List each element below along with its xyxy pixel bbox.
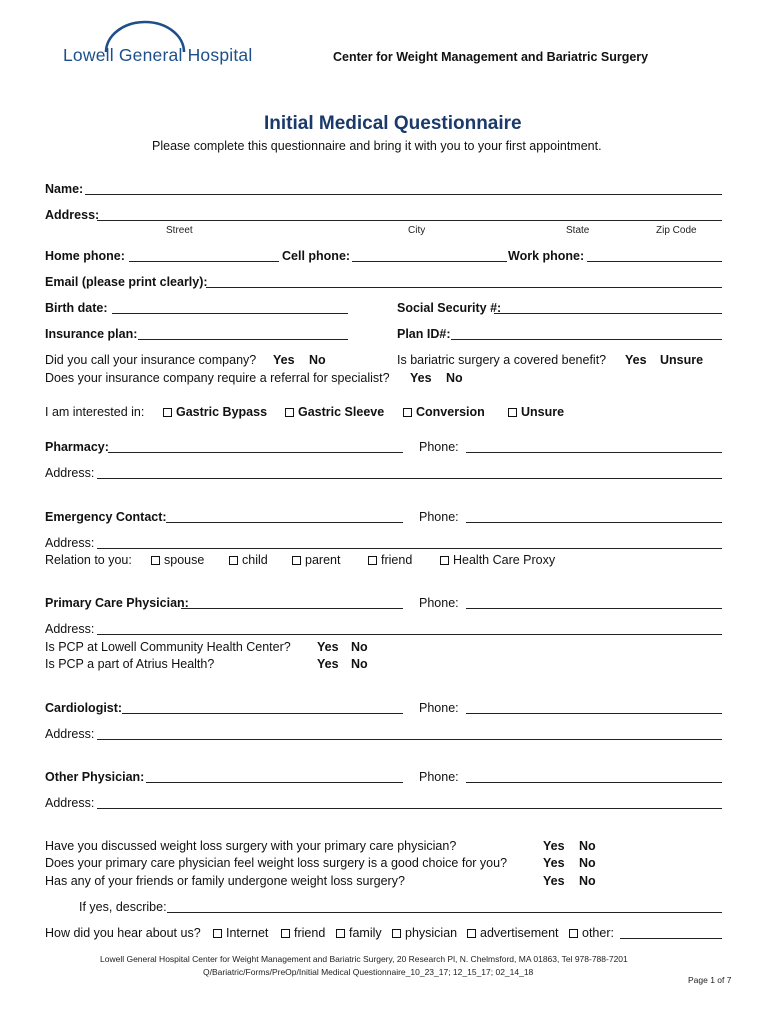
checkbox-icon[interactable] <box>292 556 301 565</box>
pcp-phone-label: Phone: <box>419 596 459 610</box>
heard-label: How did you hear about us? <box>45 926 201 940</box>
other-address-label: Address: <box>45 796 95 810</box>
pcp-lchc-no[interactable]: No <box>351 640 368 654</box>
cardiologist-label: Cardiologist: <box>45 701 123 715</box>
center-name: Center for Weight Management and Bariatric Surgery <box>333 50 649 64</box>
interest-unsure[interactable]: Unsure <box>508 404 564 420</box>
cardiologist-phone-field[interactable] <box>466 713 722 714</box>
surgery-q2-no[interactable]: No <box>579 856 596 870</box>
interest-gastric-bypass[interactable]: Gastric Bypass <box>163 404 267 420</box>
page-subtitle: Please complete this questionnaire and bring it with you to your first appointment. <box>152 139 602 153</box>
checkbox-icon[interactable] <box>368 556 377 565</box>
checkbox-icon[interactable] <box>213 929 222 938</box>
plan-id-label: Plan ID#: <box>397 327 451 341</box>
cardiologist-field[interactable] <box>122 713 403 714</box>
other-physician-label: Other Physician: <box>45 770 145 784</box>
address-city-hint: City <box>408 225 426 236</box>
insurance-plan-label: Insurance plan: <box>45 327 138 341</box>
checkbox-icon[interactable] <box>285 408 294 417</box>
referral-no[interactable]: No <box>446 371 463 385</box>
page-title: Initial Medical Questionnaire <box>264 113 522 134</box>
plan-id-field[interactable] <box>451 339 722 340</box>
work-phone-label: Work phone: <box>508 249 585 263</box>
surgery-q1-no[interactable]: No <box>579 839 596 853</box>
cardiologist-address-label: Address: <box>45 727 95 741</box>
surgery-q1-yes[interactable]: Yes <box>543 839 565 853</box>
other-physician-field[interactable] <box>146 782 403 783</box>
emergency-phone-field[interactable] <box>466 522 722 523</box>
email-label: Email (please print clearly): <box>45 275 208 289</box>
emergency-phone-label: Phone: <box>419 510 459 524</box>
covered-benefit-unsure[interactable]: Unsure <box>660 353 704 367</box>
checkbox-icon[interactable] <box>392 929 401 938</box>
heard-physician[interactable]: physician <box>392 925 457 941</box>
surgery-question-2: Does your primary care physician feel weight loss surgery is a good choice for you? <box>45 856 508 870</box>
birth-date-label: Birth date: <box>45 301 108 315</box>
relation-friend[interactable]: friend <box>368 552 412 568</box>
emergency-address-label: Address: <box>45 536 95 550</box>
cardiologist-phone-label: Phone: <box>419 701 459 715</box>
describe-label: If yes, describe: <box>79 900 167 914</box>
ssn-field[interactable] <box>494 313 722 314</box>
pcp-label: Primary Care Physician: <box>45 596 189 610</box>
name-label: Name: <box>45 182 84 196</box>
address-field[interactable] <box>97 220 722 221</box>
interest-label: I am interested in: <box>45 405 145 419</box>
page-number: Page 1 of 7 <box>688 975 732 985</box>
covered-benefit-yes[interactable]: Yes <box>625 353 647 367</box>
checkbox-icon[interactable] <box>151 556 160 565</box>
logo-text: Lowell General Hospital <box>63 45 253 65</box>
heard-friend[interactable]: friend <box>281 925 325 941</box>
address-state-hint: State <box>566 225 590 236</box>
checkbox-icon[interactable] <box>467 929 476 938</box>
relation-child[interactable]: child <box>229 552 268 568</box>
work-phone-field[interactable] <box>587 261 722 262</box>
relation-health-care-proxy[interactable]: Health Care Proxy <box>440 552 555 568</box>
referral-yes[interactable]: Yes <box>410 371 432 385</box>
checkbox-icon[interactable] <box>569 929 578 938</box>
home-phone-label: Home phone: <box>45 249 125 263</box>
emergency-contact-field[interactable] <box>166 522 403 523</box>
pcp-address-label: Address: <box>45 622 95 636</box>
relation-parent[interactable]: parent <box>292 552 340 568</box>
pharmacy-address-field[interactable] <box>97 478 722 479</box>
insurance-called-question: Did you call your insurance company? <box>45 353 257 367</box>
pharmacy-phone-label: Phone: <box>419 440 459 454</box>
pcp-lchc-yes[interactable]: Yes <box>317 640 339 654</box>
home-phone-field[interactable] <box>129 261 279 262</box>
pcp-atrius-no[interactable]: No <box>351 657 368 671</box>
heard-internet[interactable]: Internet <box>213 925 268 941</box>
checkbox-icon[interactable] <box>440 556 449 565</box>
checkbox-icon[interactable] <box>336 929 345 938</box>
footer-form-id: Q/Bariatric/Forms/PreOp/Initial Medical Questionnaire_10_23_17; 12_15_17; 02_14_18 <box>203 967 534 977</box>
pharmacy-phone-field[interactable] <box>466 452 722 453</box>
checkbox-icon[interactable] <box>281 929 290 938</box>
pcp-lchc-question: Is PCP at Lowell Community Health Center? <box>45 640 291 654</box>
surgery-question-3: Has any of your friends or family undergone weight loss surgery? <box>45 874 405 888</box>
address-street-hint: Street <box>166 225 193 236</box>
emergency-address-field[interactable] <box>97 548 722 549</box>
footer-address: Lowell General Hospital Center for Weight Management and Bariatric Surgery, 20 Research Pl, N. Chelmsford, MA 01863, Tel 978-788-7201 <box>100 954 628 964</box>
interest-conversion[interactable]: Conversion <box>403 404 485 420</box>
pharmacy-address-label: Address: <box>45 466 95 480</box>
name-field[interactable] <box>85 194 722 195</box>
ssn-label: Social Security #: <box>397 301 502 315</box>
surgery-q3-yes[interactable]: Yes <box>543 874 565 888</box>
covered-benefit-question: Is bariatric surgery a covered benefit? <box>397 353 607 367</box>
cardiologist-address-field[interactable] <box>97 739 722 740</box>
birth-date-field[interactable] <box>112 313 348 314</box>
heard-family[interactable]: family <box>336 925 382 941</box>
referral-question: Does your insurance company require a referral for specialist? <box>45 371 390 385</box>
insurance-plan-field[interactable] <box>138 339 348 340</box>
cell-phone-field[interactable] <box>352 261 507 262</box>
relation-spouse[interactable]: spouse <box>151 552 204 568</box>
pcp-phone-field[interactable] <box>466 608 722 609</box>
heard-other[interactable]: other: <box>569 925 614 941</box>
interest-gastric-sleeve[interactable]: Gastric Sleeve <box>285 404 384 420</box>
pcp-field[interactable] <box>181 608 403 609</box>
pcp-atrius-question: Is PCP a part of Atrius Health? <box>45 657 215 671</box>
pharmacy-label: Pharmacy: <box>45 440 109 454</box>
checkbox-icon[interactable] <box>163 408 172 417</box>
other-address-field[interactable] <box>97 808 722 809</box>
pcp-atrius-yes[interactable]: Yes <box>317 657 339 671</box>
other-phone-field[interactable] <box>466 782 722 783</box>
email-field[interactable] <box>206 287 722 288</box>
pcp-address-field[interactable] <box>97 634 722 635</box>
cell-phone-label: Cell phone: <box>282 249 351 263</box>
address-label: Address: <box>45 208 100 222</box>
checkbox-icon[interactable] <box>229 556 238 565</box>
surgery-question-1: Have you discussed weight loss surgery with your primary care physician? <box>45 839 457 853</box>
checkbox-icon[interactable] <box>403 408 412 417</box>
checkbox-icon[interactable] <box>508 408 517 417</box>
describe-field[interactable] <box>167 912 722 913</box>
address-zip-hint: Zip Code <box>656 225 697 236</box>
insurance-called-no[interactable]: No <box>309 353 326 367</box>
emergency-contact-label: Emergency Contact: <box>45 510 167 524</box>
pharmacy-field[interactable] <box>108 452 403 453</box>
other-phone-label: Phone: <box>419 770 459 784</box>
surgery-q2-yes[interactable]: Yes <box>543 856 565 870</box>
insurance-called-yes[interactable]: Yes <box>273 353 295 367</box>
heard-other-field[interactable] <box>620 938 722 939</box>
heard-advertisement[interactable]: advertisement <box>467 925 559 941</box>
relation-label: Relation to you: <box>45 553 132 567</box>
surgery-q3-no[interactable]: No <box>579 874 596 888</box>
